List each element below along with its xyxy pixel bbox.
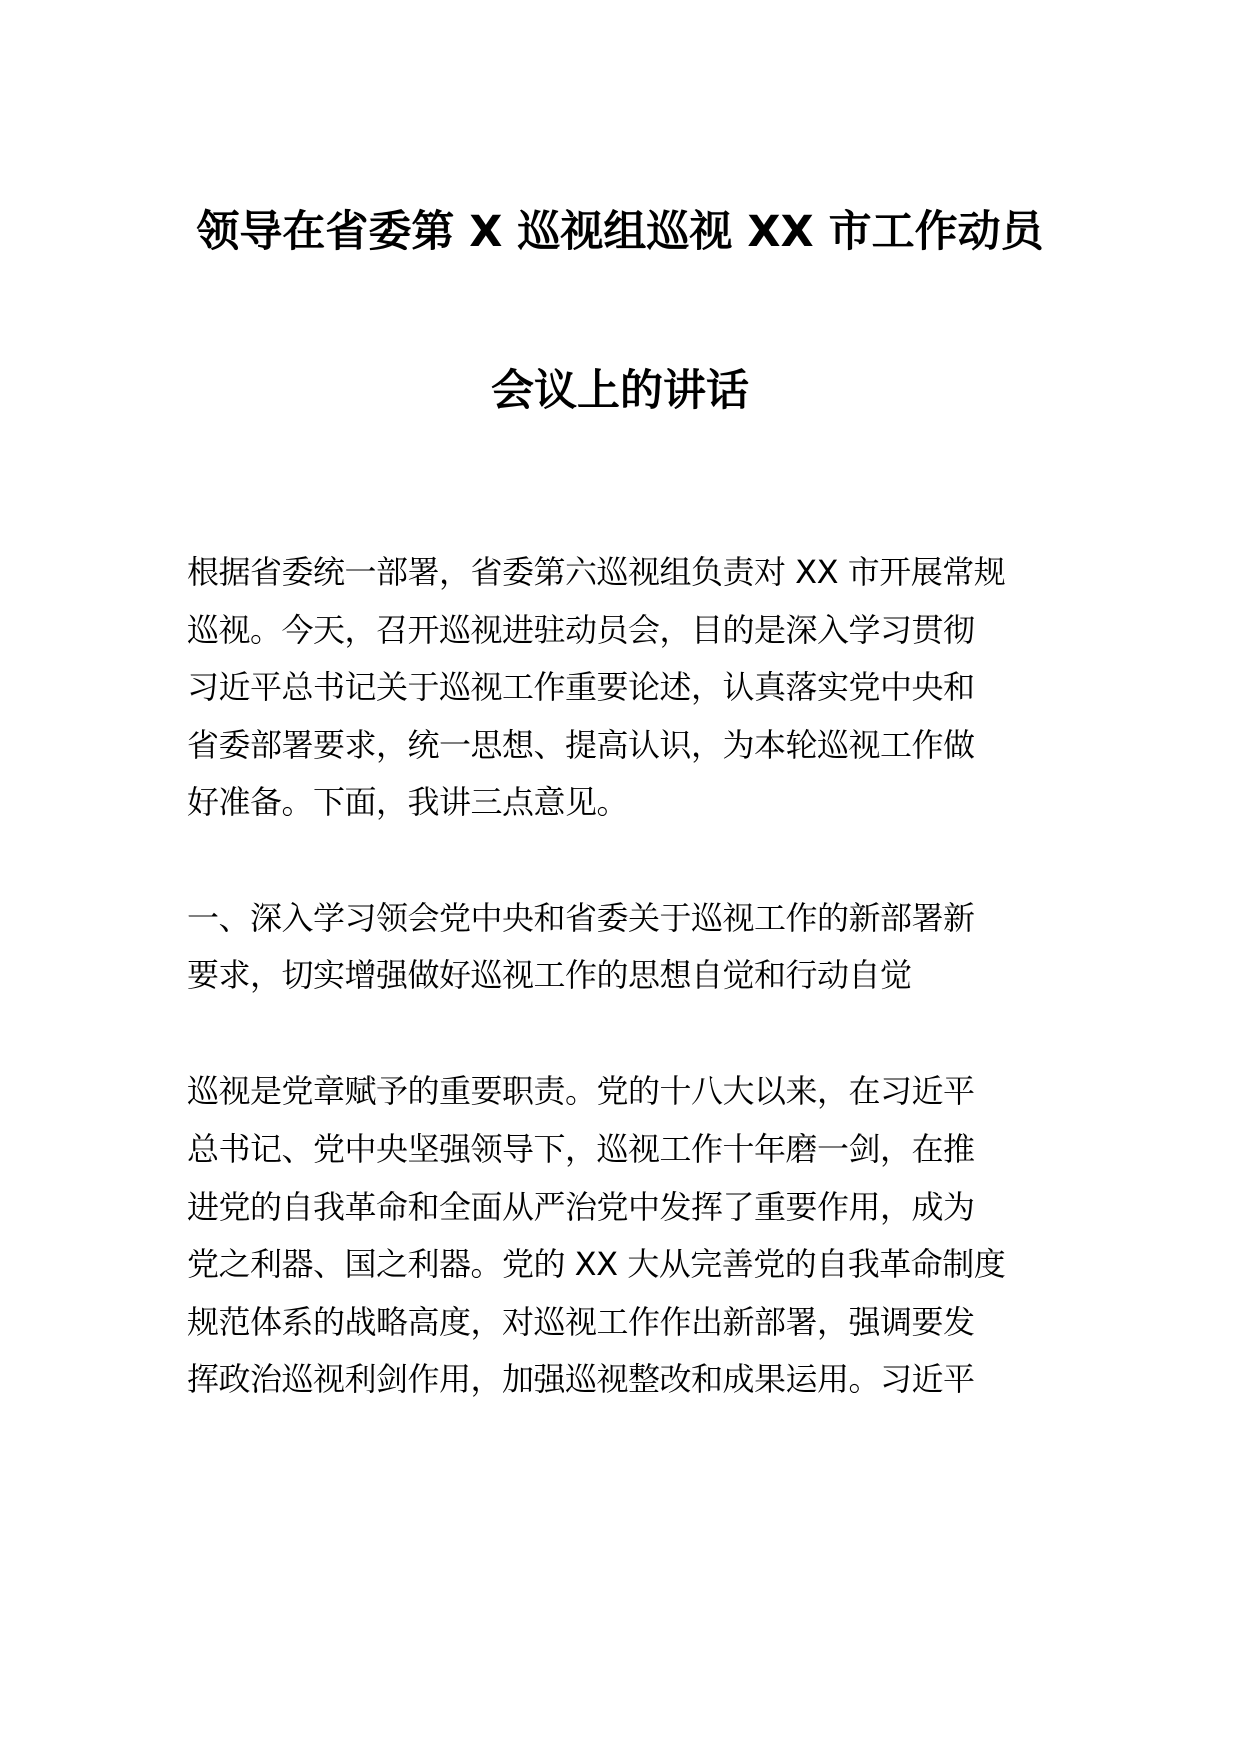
paragraph-line: 规范体系的战略高度，对巡视工作作出新部署，强调要发	[187, 1303, 975, 1341]
paragraph-line: 巡视。今天，召开巡视进驻动员会，目的是深入学习贯彻	[187, 611, 975, 649]
paragraph-line: 好准备。下面，我讲三点意见。	[187, 783, 629, 821]
paragraph-line: 党之利器、国之利器。党的 XX 大从完善党的自我革命制度	[187, 1245, 1006, 1283]
paragraph-line: 省委部署要求，统一思想、提高认识，为本轮巡视工作做	[187, 726, 975, 764]
paragraph-line: 挥政治巡视利剑作用，加强巡视整改和成果运用。习近平	[187, 1360, 975, 1398]
heading-line: 一、深入学习领会党中央和省委关于巡视工作的新部署新	[187, 899, 975, 937]
paragraph-line: 进党的自我革命和全面从严治党中发挥了重要作用，成为	[187, 1188, 975, 1226]
paragraph-line: 总书记、党中央坚强领导下，巡视工作十年磨一剑，在推	[187, 1130, 975, 1168]
paragraph-line: 巡视是党章赋予的重要职责。党的十八大以来，在习近平	[187, 1072, 975, 1110]
document-title-line-1: 领导在省委第 X 巡视组巡视 XX 市工作动员	[196, 207, 1044, 257]
document-title-line-2: 会议上的讲话	[491, 366, 749, 416]
paragraph-line: 根据省委统一部署，省委第六巡视组负责对 XX 市开展常规	[187, 553, 1006, 591]
paragraph-line: 习近平总书记关于巡视工作重要论述，认真落实党中央和	[187, 668, 975, 706]
heading-line: 要求，切实增强做好巡视工作的思想自觉和行动自觉	[187, 956, 912, 994]
